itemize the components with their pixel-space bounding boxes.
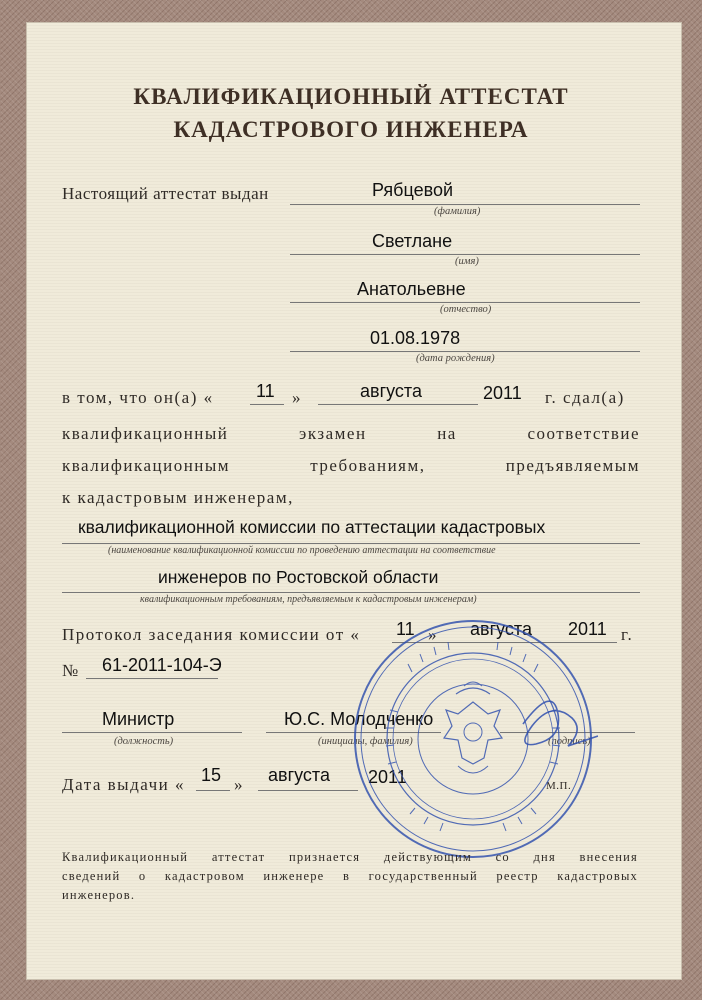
signatory-initials: Ю.С. Молодченко xyxy=(284,709,434,729)
issue-month: августа xyxy=(268,765,330,785)
protocol-year-suffix: г. xyxy=(621,625,634,644)
stamp-place-label: М.П. xyxy=(546,780,572,792)
validity-note-line-3: инженеров. xyxy=(62,888,136,902)
name-value: Светлане xyxy=(372,231,453,251)
exam-quote-close: » xyxy=(292,388,302,407)
signatory-position: Министр xyxy=(102,709,175,729)
name-line xyxy=(290,254,640,255)
protocol-year: 2011 xyxy=(568,619,607,639)
commission-line-2 xyxy=(62,592,640,593)
issue-date-label: Дата выдачи « xyxy=(62,775,185,794)
commission-caption-2: квалификационным требованиям, предъявляемым к кадастровым инженерам) xyxy=(140,594,477,605)
commission-caption-1: (наименование квалификационной комиссии по проведению аттестации на соответствие xyxy=(108,545,496,556)
surname-line xyxy=(290,204,640,205)
issue-quote-close: » xyxy=(234,775,244,794)
position-caption: (должность) xyxy=(114,736,174,747)
issued-to-label: Настоящий аттестат выдан xyxy=(62,184,269,203)
surname-value: Рябцевой xyxy=(372,180,454,200)
protocol-day: 11 xyxy=(396,619,415,639)
commission-name-part-1: квалификационной комиссии по аттестации кадастровых xyxy=(78,517,546,537)
exam-line-3: квалификационным требованиям, предъявляемым xyxy=(62,456,640,475)
protocol-number: 61-2011-104-Э xyxy=(102,655,222,675)
protocol-month: августа xyxy=(470,619,532,639)
validity-note-line-1: Квалификационный аттестат признается действующим со дня внесения xyxy=(62,850,638,864)
exam-day-line xyxy=(250,404,284,405)
title-line-1: КВАЛИФИКАЦИОННЫЙ АТТЕСТАТ xyxy=(133,84,569,109)
issue-year: 2011 xyxy=(368,767,407,787)
birth-date-line xyxy=(290,351,640,352)
exam-month-line xyxy=(318,404,478,405)
exam-line-2: квалификационный экзамен на соответствие xyxy=(62,424,640,443)
validity-note-line-2: сведений о кадастровом инженере в государственный реестр кадастровых xyxy=(62,869,638,883)
commission-line-1 xyxy=(62,543,640,544)
exam-text-suffix: г. сдал(а) xyxy=(545,388,625,407)
exam-year: 2011 xyxy=(483,383,522,403)
protocol-label: Протокол заседания комиссии от « xyxy=(62,625,361,644)
exam-day: 11 xyxy=(256,381,275,401)
protocol-quote-close: » xyxy=(428,625,438,644)
exam-month: августа xyxy=(360,381,422,401)
exam-text-prefix: в том, что он(а) « xyxy=(62,388,214,407)
position-line xyxy=(62,732,242,733)
patronymic-line xyxy=(290,302,640,303)
title-line-2: КАДАСТРОВОГО ИНЖЕНЕРА xyxy=(173,117,529,142)
patronymic-value: Анатольевне xyxy=(357,279,466,299)
issue-day-line xyxy=(196,790,230,791)
patronymic-caption: (отчество) xyxy=(440,304,492,315)
issue-day: 15 xyxy=(201,765,222,785)
protocol-number-line xyxy=(86,678,218,679)
exam-line-4: к кадастровым инженерам, xyxy=(62,488,294,507)
official-seal-stamp xyxy=(348,614,598,864)
signature-caption: (подпись) xyxy=(548,736,591,747)
protocol-number-label: № xyxy=(62,661,80,680)
initials-caption: (инициалы, фамилия) xyxy=(318,736,413,747)
name-caption: (имя) xyxy=(455,256,479,267)
commission-name-part-2: инженеров по Ростовской области xyxy=(158,567,439,587)
birth-date-caption: (дата рождения) xyxy=(416,353,495,364)
birth-date-value: 01.08.1978 xyxy=(370,328,461,348)
issue-month-line xyxy=(258,790,358,791)
surname-caption: (фамилия) xyxy=(434,206,481,217)
